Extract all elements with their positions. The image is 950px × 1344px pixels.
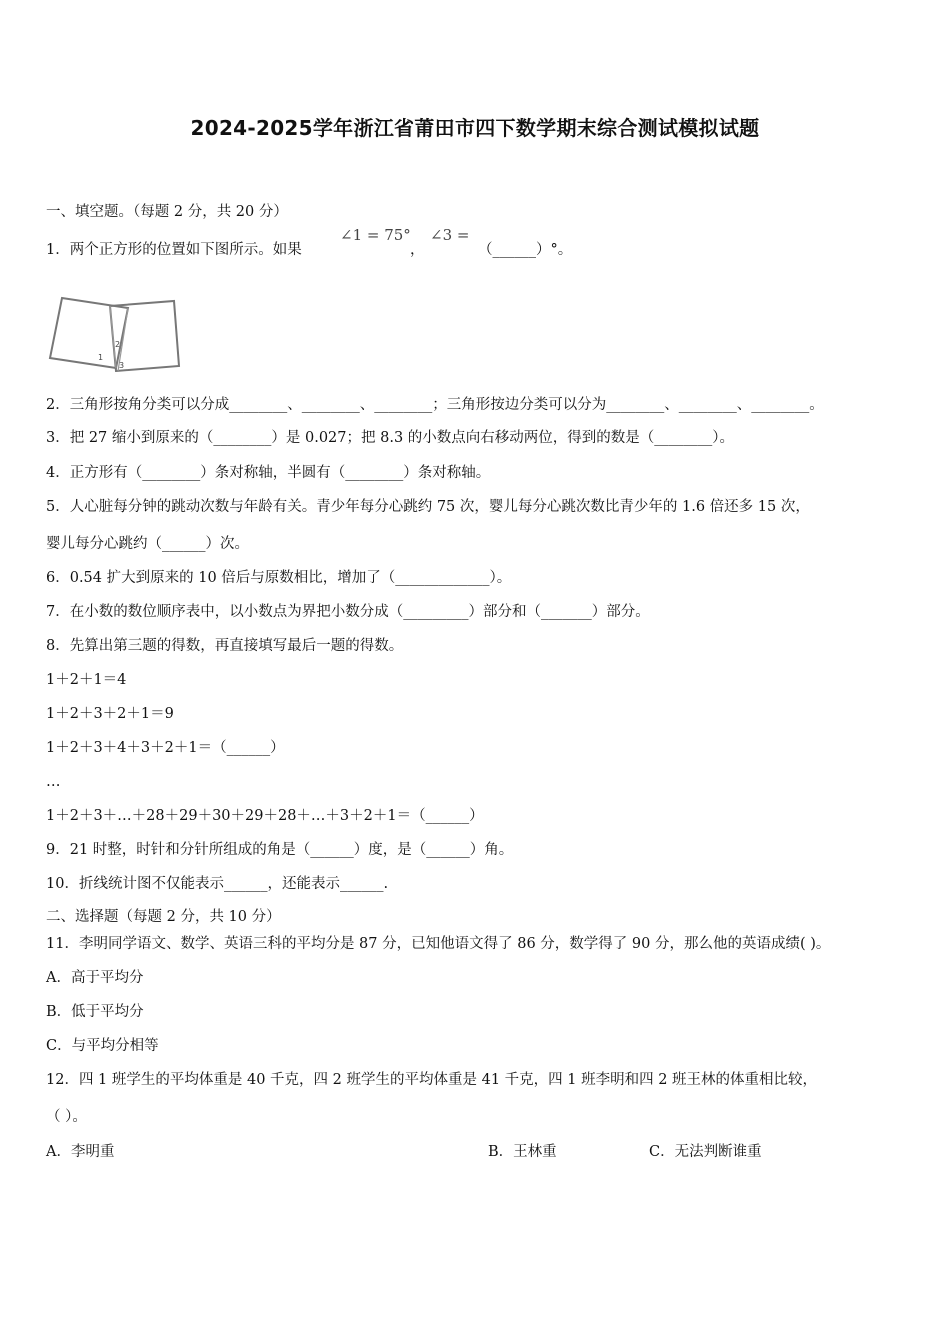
question-12-option-c: C．无法判断谁重 [649, 1144, 762, 1160]
figure-label-1: 1 [98, 353, 104, 362]
figure-label-3: 3 [119, 361, 125, 370]
question-8-ellipsis: … [46, 774, 61, 790]
question-7: 7．在小数的数位顺序表中，以小数点为界把小数分成（_________）部分和（_______）部分。 [46, 604, 650, 620]
question-2: 2．三角形按角分类可以分成________、________、________；三角形按边分类可以分为________、________、________。 [46, 397, 824, 413]
question-11-option-c: C．与平均分相等 [46, 1038, 159, 1054]
question-4: 4．正方形有（________）条对称轴，半圆有（________）条对称轴。 [46, 465, 491, 481]
section-heading-multiple-choice: 二、选择题（每题 2 分，共 10 分） [46, 909, 281, 925]
section-heading-fill-in: 一、填空题。（每题 2 分，共 20 分） [46, 204, 288, 220]
question-8: 8．先算出第三题的得数，再直接填写最后一题的得数。 [46, 638, 404, 654]
question-11-option-b: B．低于平均分 [46, 1004, 144, 1020]
figure-label-2: 2 [115, 340, 121, 349]
question-3: 3．把 27 缩小到原来的（________）是 0.027；把 8.3 的小数点向右移动两位，得到的数是（________）。 [46, 430, 735, 446]
question-8-equation-3: 1＋2＋3＋4＋3＋2＋1＝（______） [46, 740, 285, 756]
question-8-equation-final: 1＋2＋3＋…＋28＋29＋30＋29＋28＋…＋3＋2＋1＝（______） [46, 808, 484, 824]
question-1 [46, 240, 302, 260]
question-12-line-2: （ ）。 [46, 1109, 87, 1125]
question-5-line-2: 婴儿每分心跳约（______）次。 [46, 536, 249, 552]
question-12-option-a: A．李明重 [46, 1144, 115, 1160]
question-12-line-1: 12．四 1 班学生的平均体重是 40 千克，四 2 班学生的平均体重是 41 千克，四 1 班李明和四 2 班王林的体重相比较， [46, 1072, 818, 1088]
question-9: 9．21 时整，时针和分针所组成的角是（______）度，是（______）角。 [46, 842, 514, 858]
question-6: 6．0.54 扩大到原来的 10 倍后与原数相比，增加了（_____________）。 [46, 570, 512, 586]
question-11: 11．李明同学语文、数学、英语三科的平均分是 87 分，已知他语文得了 86 分，数学得了 90 分，那么他的英语成绩( )。 [46, 936, 831, 952]
two-squares-figure [46, 292, 181, 372]
question-8-equation-1: 1＋2＋1＝4 [46, 672, 127, 688]
page-title: 2024-2025学年浙江省莆田市四下数学期末综合测试模拟试题 [190, 116, 760, 140]
question-5-line-1: 5．人心脏每分钟的跳动次数与年龄有关。青少年每分心跳约 75 次，婴儿每分心跳次数比青少年的 1.6 倍还多 15 次， [46, 499, 810, 515]
question-10: 10．折线统计图不仅能表示______，还能表示______. [46, 876, 389, 892]
question-12-option-b: B．王林重 [488, 1144, 557, 1160]
question-11-option-a: A．高于平均分 [46, 970, 144, 986]
question-1-prefix: 1．两个正方形的位置如下图所示。如果 [46, 242, 302, 258]
question-8-equation-2: 1＋2＋3＋2＋1＝9 [46, 706, 174, 722]
question-1-separator: ， [410, 242, 425, 258]
question-1-suffix: （______）°。 [478, 242, 573, 258]
angle-1-formula: ∠1 = 75° [340, 226, 411, 244]
angle-3-formula: ∠3 = [430, 226, 470, 244]
